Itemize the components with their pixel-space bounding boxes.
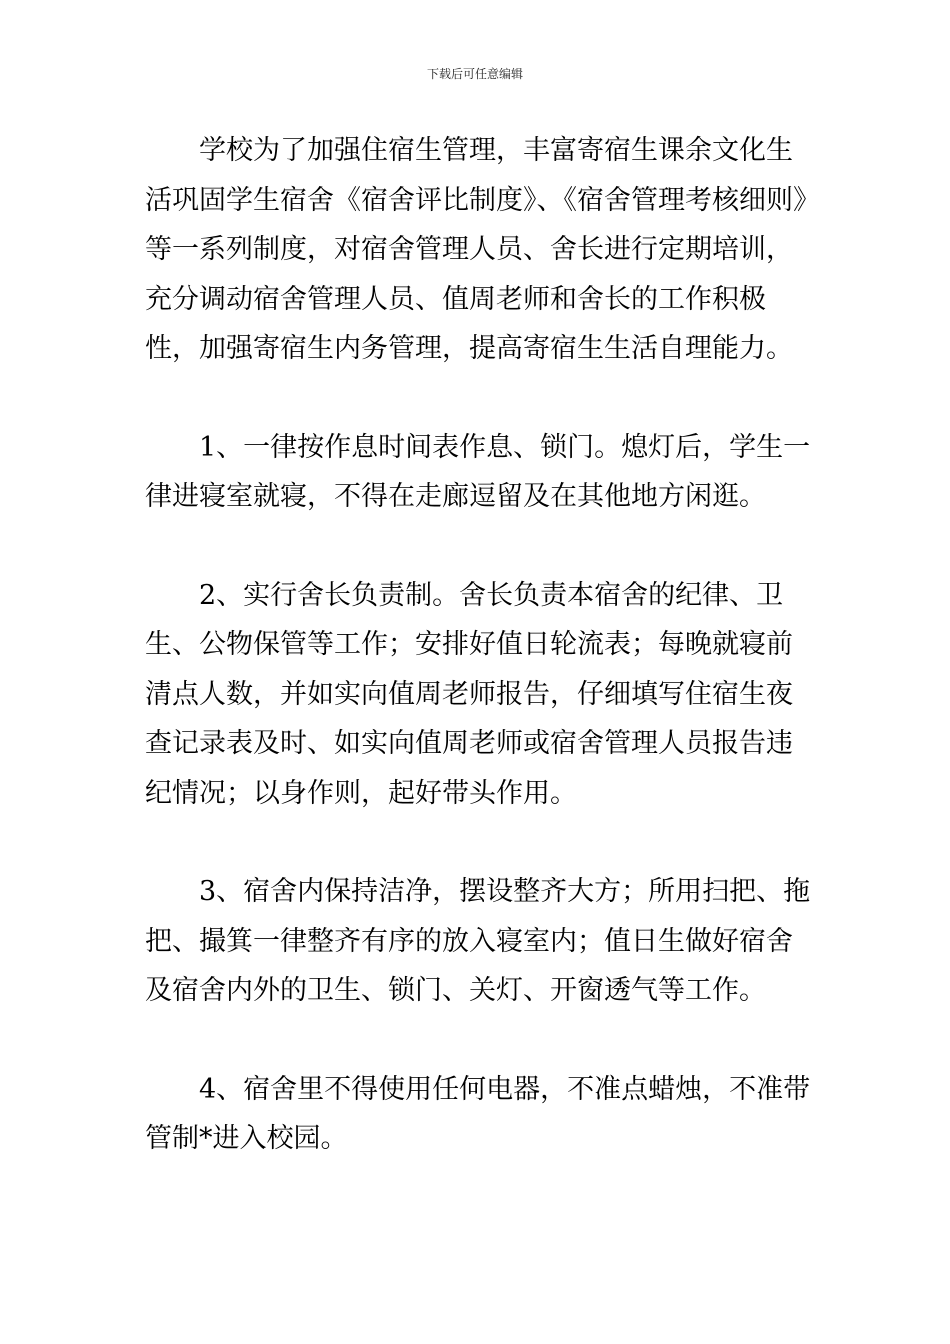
paragraph-rule-3: 3、宿舍内保持洁净，摆设整齐大方；所用扫把、拖把、撮箕一律整齐有序的放入寝室内；值日生做好宿舍及宿舍内外的卫生、锁门、关灯、开窗透气等工作。 <box>145 876 811 1006</box>
document-body <box>145 126 815 1164</box>
paragraph-rule-2: 2、实行舍长负责制。舍长负责本宿舍的纪律、卫生、公物保管等工作；安排好值日轮流表；每晚就寝前清点人数，并如实向值周老师报告，仔细填写住宿生夜查记录表及时、如实向值周老师或宿舍管理人员报告违纪情况；以身作则，起好带头作用。 <box>145 579 793 809</box>
page-header: 下载后可任意编辑 <box>426 67 523 81</box>
paragraph-intro: 学校为了加强住宿生管理，丰富寄宿生课余文化生活巩固学生宿舍《宿舍评比制度》、《宿舍管理考核细则》等一系列制度，对宿舍管理人员、舍长进行定期培训，充分调动宿舍管理人员、值周老师和舍长的工作积极性，加强寄宿生内务管理，提高寄宿生生活自理能力。 <box>145 135 807 364</box>
paragraph-rule-4: 4、宿舍里不得使用任何电器，不准点蜡烛，不准带管制*进入校园。 <box>145 1073 811 1154</box>
paragraph-rule-1: 1、一律按作息时间表作息、锁门。熄灯后，学生一律进寝室就寝，不得在走廊逗留及在其他地方闲逛。 <box>145 431 811 512</box>
